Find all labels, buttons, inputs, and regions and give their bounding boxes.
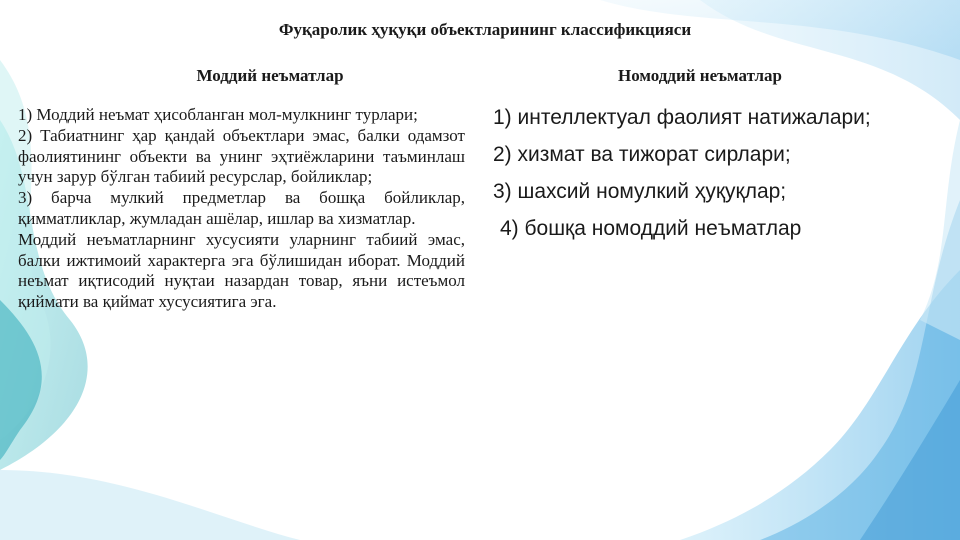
- left-column-heading: Моддий неъматлар: [196, 66, 344, 85]
- left-paragraph: Моддий неъматларнинг хусусияти уларнинг табиий эмас, балки ижтимоий характерга эга бўлишидан иборат. Моддий неъмат иқтисодий нуқтаи назардан товар, яъни истеъмол қиймати ва қиймат хусусиятига эга.: [18, 229, 465, 312]
- slide-title: Фуқаролик ҳуқуқи объектларининг классификцияси: [278, 20, 692, 39]
- right-column-heading: Номоддий неъматлар: [618, 66, 782, 85]
- list-item: 3) шахсий номулкий ҳуқуқлар;: [493, 180, 787, 203]
- list-item: 2) хизмат ва тижорат сирлари;: [493, 143, 791, 166]
- left-paragraph: 3) барча мулкий предметлар ва бошқа бойликлар, қимматликлар, жумладан ашёлар, ишлар ва хизматлар.: [18, 188, 465, 228]
- list-item: 4) бошқа номоддий неъматлар: [500, 217, 802, 240]
- left-paragraph: 2) Табиатнинг ҳар қандай объектлари эмас, балки одамзот фаолиятининг объекти ва унинг эҳтиёжларини таъминлаш учун зарур бўлган табиий ресурслар, бойликлар;: [18, 125, 465, 187]
- left-paragraph: 1) Моддий неъмат ҳисобланган мол-мулкнинг турлари;: [18, 105, 418, 124]
- list-item: 1) интеллектуал фаолият натижалари;: [493, 106, 871, 129]
- right-column-list: [493, 104, 893, 252]
- left-column-text: [18, 105, 465, 313]
